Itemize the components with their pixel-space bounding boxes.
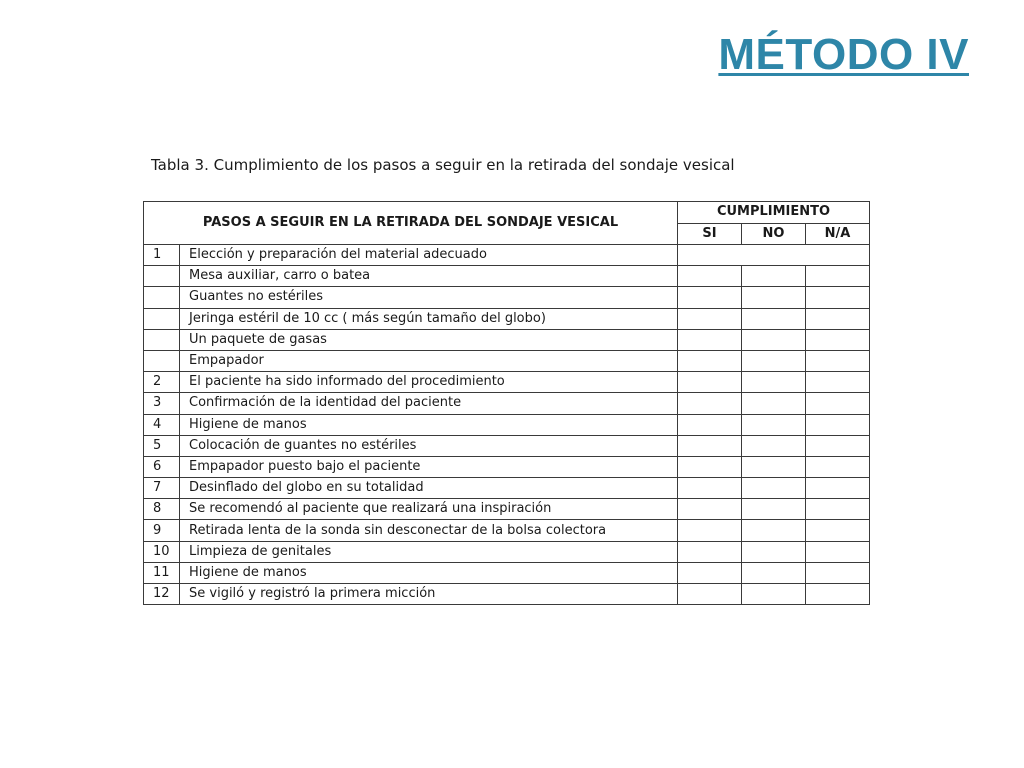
table-body: [144, 245, 870, 605]
table-row: [144, 308, 870, 329]
step-description: Jeringa estéril de 10 cc ( más según tamaño del globo): [180, 308, 678, 329]
check-cell-no[interactable]: [742, 584, 806, 605]
steps-table: [143, 201, 870, 605]
step-number: [144, 287, 180, 308]
table-row: [144, 478, 870, 499]
slide-title: MÉTODO IV: [718, 30, 969, 79]
check-cell-si[interactable]: [678, 435, 742, 456]
check-cell-no[interactable]: [742, 541, 806, 562]
step-description: Colocación de guantes no estériles: [180, 435, 678, 456]
step-description: Higiene de manos: [180, 562, 678, 583]
check-cell-no[interactable]: [742, 499, 806, 520]
check-cell-merged[interactable]: [678, 245, 870, 266]
step-number: [144, 308, 180, 329]
header-na: N/A: [806, 223, 870, 245]
check-cell-na[interactable]: [806, 372, 870, 393]
step-number: [144, 329, 180, 350]
check-cell-si[interactable]: [678, 520, 742, 541]
check-cell-na[interactable]: [806, 520, 870, 541]
check-cell-na[interactable]: [806, 562, 870, 583]
check-cell-na[interactable]: [806, 456, 870, 477]
check-cell-si[interactable]: [678, 329, 742, 350]
step-number: [144, 350, 180, 371]
check-cell-si[interactable]: [678, 414, 742, 435]
check-cell-si[interactable]: [678, 562, 742, 583]
check-cell-no[interactable]: [742, 308, 806, 329]
check-cell-si[interactable]: [678, 584, 742, 605]
step-description: Retirada lenta de la sonda sin desconectar de la bolsa colectora: [180, 520, 678, 541]
step-number: 3: [144, 393, 180, 414]
check-cell-na[interactable]: [806, 393, 870, 414]
check-cell-na[interactable]: [806, 478, 870, 499]
step-description: Empapador puesto bajo el paciente: [180, 456, 678, 477]
header-si: SI: [678, 223, 742, 245]
step-number: 10: [144, 541, 180, 562]
step-number: 12: [144, 584, 180, 605]
table-row: [144, 584, 870, 605]
check-cell-na[interactable]: [806, 350, 870, 371]
check-cell-si[interactable]: [678, 372, 742, 393]
step-description: Guantes no estériles: [180, 287, 678, 308]
table-row: [144, 435, 870, 456]
check-cell-no[interactable]: [742, 350, 806, 371]
check-cell-no[interactable]: [742, 414, 806, 435]
check-cell-no[interactable]: [742, 435, 806, 456]
step-number: 1: [144, 245, 180, 266]
table-row: [144, 414, 870, 435]
check-cell-si[interactable]: [678, 287, 742, 308]
table-row: [144, 329, 870, 350]
step-description: Elección y preparación del material adecuado: [180, 245, 678, 266]
header-cumplimiento: CUMPLIMIENTO: [678, 202, 870, 224]
check-cell-na[interactable]: [806, 541, 870, 562]
table-row: [144, 562, 870, 583]
check-cell-na[interactable]: [806, 435, 870, 456]
table-row: [144, 372, 870, 393]
table-row: [144, 541, 870, 562]
table-row: [144, 350, 870, 371]
check-cell-na[interactable]: [806, 287, 870, 308]
check-cell-si[interactable]: [678, 478, 742, 499]
check-cell-na[interactable]: [806, 308, 870, 329]
step-number: [144, 266, 180, 287]
check-cell-na[interactable]: [806, 414, 870, 435]
header-steps: PASOS A SEGUIR EN LA RETIRADA DEL SONDAJE VESICAL: [144, 202, 678, 245]
step-description: Limpieza de genitales: [180, 541, 678, 562]
step-description: Se recomendó al paciente que realizará una inspiración: [180, 499, 678, 520]
step-description: Desinflado del globo en su totalidad: [180, 478, 678, 499]
step-number: 2: [144, 372, 180, 393]
check-cell-na[interactable]: [806, 266, 870, 287]
check-cell-no[interactable]: [742, 478, 806, 499]
table-caption: Tabla 3. Cumplimiento de los pasos a seguir en la retirada del sondaje vesical: [151, 156, 735, 174]
step-description: El paciente ha sido informado del procedimiento: [180, 372, 678, 393]
step-description: Se vigiló y registró la primera micción: [180, 584, 678, 605]
check-cell-si[interactable]: [678, 499, 742, 520]
table-row: [144, 245, 870, 266]
check-cell-si[interactable]: [678, 456, 742, 477]
check-cell-no[interactable]: [742, 562, 806, 583]
step-description: Un paquete de gasas: [180, 329, 678, 350]
check-cell-no[interactable]: [742, 372, 806, 393]
header-no: NO: [742, 223, 806, 245]
step-number: 4: [144, 414, 180, 435]
step-description: Empapador: [180, 350, 678, 371]
check-cell-si[interactable]: [678, 393, 742, 414]
check-cell-na[interactable]: [806, 329, 870, 350]
check-cell-no[interactable]: [742, 520, 806, 541]
table-row: [144, 499, 870, 520]
step-number: 7: [144, 478, 180, 499]
step-description: Higiene de manos: [180, 414, 678, 435]
step-description: Confirmación de la identidad del paciente: [180, 393, 678, 414]
check-cell-si[interactable]: [678, 541, 742, 562]
table-row: [144, 456, 870, 477]
table-row: [144, 393, 870, 414]
check-cell-no[interactable]: [742, 456, 806, 477]
check-cell-no[interactable]: [742, 393, 806, 414]
step-number: 11: [144, 562, 180, 583]
check-cell-no[interactable]: [742, 329, 806, 350]
step-number: 6: [144, 456, 180, 477]
table-row: [144, 520, 870, 541]
step-number: 9: [144, 520, 180, 541]
step-number: 5: [144, 435, 180, 456]
table-row: [144, 266, 870, 287]
step-description: Mesa auxiliar, carro o batea: [180, 266, 678, 287]
check-cell-no[interactable]: [742, 287, 806, 308]
table-header: [144, 202, 870, 245]
check-cell-si[interactable]: [678, 266, 742, 287]
check-cell-na[interactable]: [806, 499, 870, 520]
check-cell-si[interactable]: [678, 308, 742, 329]
check-cell-no[interactable]: [742, 266, 806, 287]
check-cell-si[interactable]: [678, 350, 742, 371]
check-cell-na[interactable]: [806, 584, 870, 605]
step-number: 8: [144, 499, 180, 520]
table-row: [144, 287, 870, 308]
